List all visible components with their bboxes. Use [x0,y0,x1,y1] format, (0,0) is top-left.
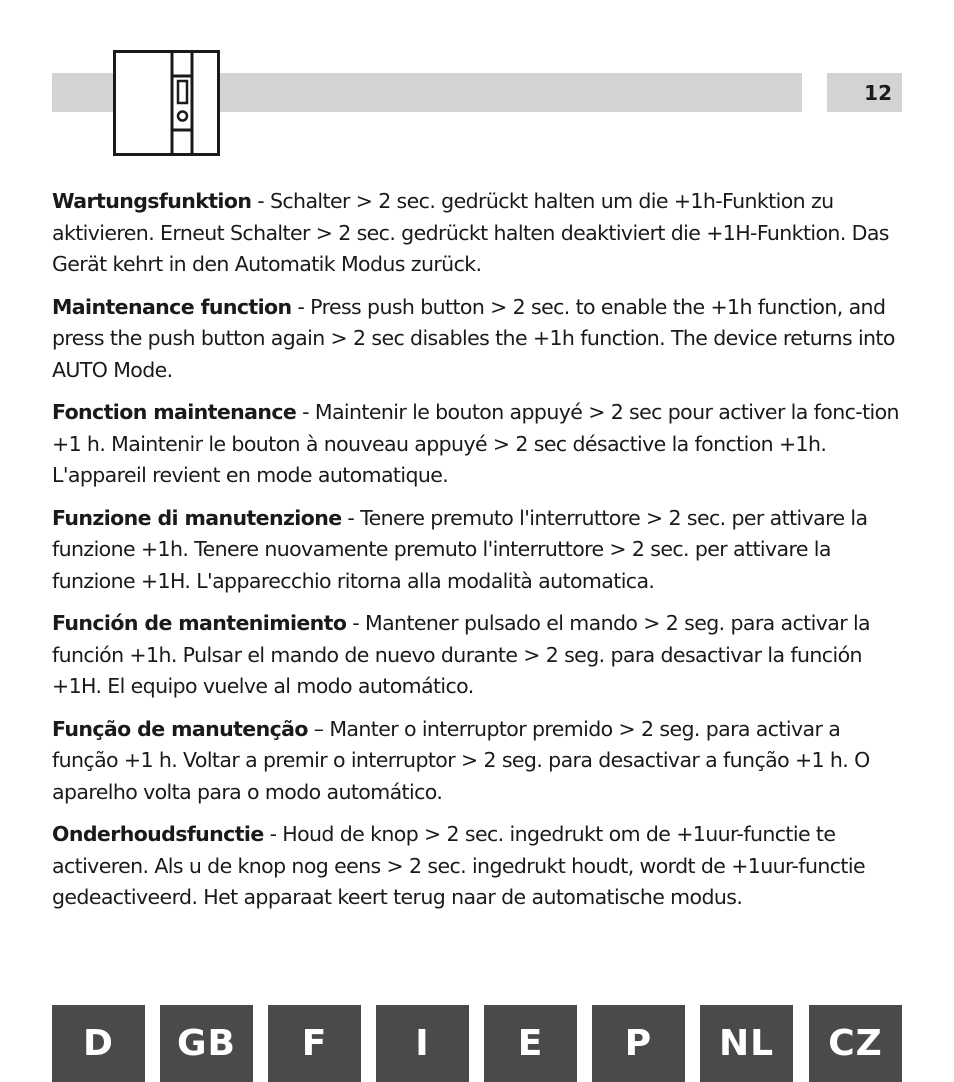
paragraph-e [52,608,908,703]
tab-lang-e[interactable]: E [484,1005,577,1082]
paragraph-de [52,186,908,281]
tab-lang-gb[interactable]: GB [160,1005,253,1082]
text-e: - Mantener pulsado el mando > 2 seg. para activar la función +1h. Pulsar el mando de nuevo durante > 2 seg. para desactivar la función +1H. El equipo vuelve al modo automático. [52,611,871,698]
paragraph-p [52,714,908,809]
text-nl: - Houd de knop > 2 sec. ingedrukt om de +1uur-functie te activeren. Als u de knop nog eens > 2 sec. ingedrukt houdt, wordt de +1uur-functie gedeactiveerd. Het apparaat keert terug naar de automatische modus. [52,822,865,909]
switch-device-icon [113,50,220,156]
text-f: - Maintenir le bouton appuyé > 2 sec pour activer la fonc-tion +1 h. Maintenir le bouton à nouveau appuyé > 2 sec désactive la fonction +1h. L'appareil revient en mode automatique. [52,400,899,487]
text-de: - Schalter > 2 sec. gedrückt halten um die +1h-Funktion zu aktivieren. Erneut Schalter > 2 sec. gedrückt halten deaktiviert die +1H-Funktion. Das Gerät kehrt in den Automatik Modus zurück. [52,189,889,276]
paragraph-gb [52,292,908,387]
tab-lang-nl[interactable]: NL [700,1005,793,1082]
text-p: – Manter o interruptor premido > 2 seg. para activar a função +1 h. Voltar a premir o interruptor > 2 seg. para desactivar a função +1 h. O aparelho volta para o modo automático. [52,716,870,804]
tab-lang-cz[interactable]: CZ [809,1005,902,1082]
term-p: Função de manutenção [52,716,308,741]
page-number: 12 [864,80,892,105]
tab-lang-d[interactable]: D [52,1005,145,1082]
language-tabs [52,1005,902,1082]
text-i: - Tenere premuto l'interruttore > 2 sec. per attivare la funzione +1h. Tenere nuovamente premuto l'interruttore > 2 sec. per attivare la funzione +1H. L'apparecchio ritorna alla modalità automatica. [52,505,868,593]
text-gb: - Press push button > 2 sec. to enable the +1h function, and press the push button again > 2 sec disables the +1h function. The device returns into AUTO Mode. [52,294,895,382]
term-i: Funzione di manutenzione [52,505,342,530]
tab-lang-f[interactable]: F [268,1005,361,1082]
term-nl: Onderhoudsfunctie [52,822,264,846]
instructions-content [52,186,908,925]
tab-lang-i[interactable]: I [376,1005,469,1082]
page-number-box [827,73,902,112]
term-e: Función de mantenimiento [52,611,347,635]
paragraph-f [52,397,908,492]
term-f: Fonction maintenance [52,400,297,424]
term-de: Wartungsfunktion [52,189,252,213]
paragraph-nl [52,819,908,914]
paragraph-i [52,503,908,598]
tab-lang-p[interactable]: P [592,1005,685,1082]
term-gb: Maintenance function [52,294,292,319]
